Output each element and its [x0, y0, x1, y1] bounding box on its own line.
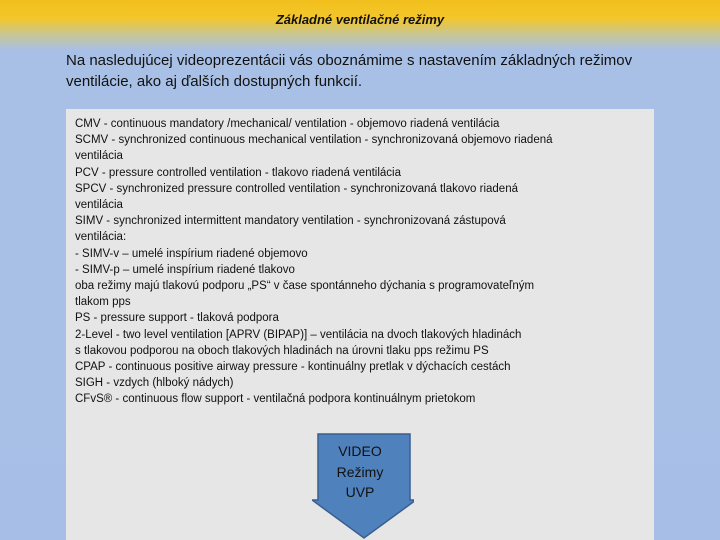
definition-line: tlakom pps [75, 296, 131, 309]
definition-line: - SIMV-p – umelé inspírium riadené tlakovo [75, 263, 295, 276]
intro-text: Na nasledujúcej videoprezentácii vás oboznámime s nastavením základných režimov ventilácie, ako aj ďalších dostupných funkcií. [66, 52, 633, 90]
video-label-line: Režimy [336, 463, 384, 480]
definition-line: PCV - pressure controlled ventilation - tlakovo riadená ventilácia [75, 166, 401, 179]
video-label-line: UVP [345, 484, 375, 500]
definition-line: SIGH - vzdych (hlboký nádych) [75, 377, 234, 390]
video-label-line: VIDEO [338, 443, 382, 459]
definition-line: CPAP - continuous positive airway pressure - kontinuálny pretlak v dýchacích cestách [75, 361, 511, 374]
definition-line: ventilácia [75, 199, 123, 212]
definition-line: CFvS® - continuous flow support - ventilačná podpora kontinuálnym prietokom [75, 393, 476, 406]
definition-line: ventilácia: [75, 231, 127, 244]
video-button-label[interactable] [312, 441, 408, 503]
definition-line: SCMV - synchronized continuous mechanical ventilation - synchronizovaná objemovo riadená [75, 134, 553, 147]
definition-line: PS - pressure support - tlaková podpora [75, 312, 279, 325]
definition-line: oba režimy majú tlakovú podporu „PS“ v čase spontánneho dýchania s programovateľným [75, 280, 535, 293]
definition-line: SPCV - synchronized pressure controlled ventilation - synchronizovaná tlakovo riadená [75, 182, 518, 195]
definition-line: CMV - continuous mandatory /mechanical/ ventilation - objemovo riadená ventilácia [75, 118, 500, 130]
definition-line: 2-Level - two level ventilation [APRV (BIPAP)] – ventilácia na dvoch tlakových hladinách [75, 328, 522, 341]
definition-line: ventilácia [75, 150, 123, 163]
definition-line: - SIMV-v – umelé inspírium riadené objemovo [75, 247, 308, 260]
definition-line: s tlakovou podporou na oboch tlakových hladinách na úrovni tlaku pps režimu PS [75, 344, 489, 357]
page-title: Základné ventilačné režimy [275, 12, 445, 27]
definitions-list [75, 116, 635, 408]
definition-line: SIMV - synchronized intermittent mandatory ventilation - synchronizovaná zástupová [75, 215, 506, 228]
